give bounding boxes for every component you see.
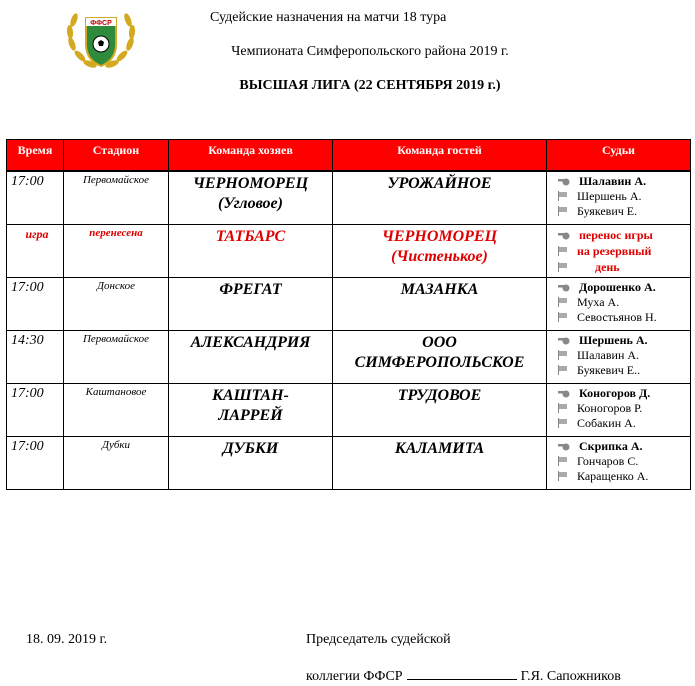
header-title: Судейские назначения на матчи 18 тура bbox=[210, 10, 447, 25]
home-team-name: КАШТАН- bbox=[212, 386, 289, 404]
home-team bbox=[169, 436, 333, 489]
whistle-icon bbox=[557, 441, 571, 451]
table-row bbox=[7, 171, 691, 225]
whistle-icon bbox=[557, 388, 571, 398]
home-team bbox=[169, 224, 333, 277]
table-row bbox=[7, 436, 691, 489]
flag-icon bbox=[557, 365, 569, 375]
flag-icon bbox=[557, 312, 569, 322]
match-stadium: Первомайское bbox=[64, 330, 169, 383]
whistle-icon bbox=[557, 230, 571, 240]
assistant-referee: Гончаров С. bbox=[577, 453, 639, 468]
home-team bbox=[169, 330, 333, 383]
match-time: 17:00 bbox=[7, 436, 64, 489]
postponed-note: перенос игры bbox=[579, 227, 653, 242]
whistle-icon bbox=[557, 282, 571, 292]
flag-icon bbox=[557, 471, 569, 481]
match-time: игра bbox=[7, 224, 64, 277]
col-time: Время bbox=[7, 140, 64, 171]
svg-text:ФФСР: ФФСР bbox=[90, 20, 112, 27]
match-time: 14:30 bbox=[7, 330, 64, 383]
flag-icon bbox=[557, 350, 569, 360]
away-team bbox=[333, 383, 547, 436]
flag-icon bbox=[557, 206, 569, 216]
signature-blank bbox=[407, 667, 517, 680]
whistle-icon bbox=[557, 176, 571, 186]
assistant-referee: Шершень А. bbox=[577, 188, 642, 203]
col-referees: Судьи bbox=[547, 140, 691, 171]
away-team-name: ЧЕРНОМОРЕЦ bbox=[381, 227, 498, 245]
home-team bbox=[169, 383, 333, 436]
main-referee: Шершень А. bbox=[579, 332, 648, 347]
assistant-referee: Буякевич Е. bbox=[577, 203, 638, 218]
assistant-referee: Муха А. bbox=[577, 294, 620, 309]
home-team-name: ЧЕРНОМОРЕЦ bbox=[192, 174, 309, 192]
ffsr-logo bbox=[62, 4, 140, 74]
home-team-name: АЛЕКСАНДРИЯ bbox=[190, 333, 311, 351]
flag-icon bbox=[557, 246, 569, 256]
match-stadium: перенесена bbox=[64, 224, 169, 277]
home-team bbox=[169, 171, 333, 225]
assistant-referee: Шалавин А. bbox=[577, 347, 640, 362]
referees bbox=[547, 277, 691, 330]
chair-signature-line bbox=[306, 667, 621, 685]
assistant-referee: Каращенко А. bbox=[577, 468, 649, 483]
match-time: 17:00 bbox=[7, 277, 64, 330]
header-subtitle: Чемпионата Симферопольского района 2019 г. bbox=[231, 44, 509, 59]
flag-icon bbox=[557, 297, 569, 307]
home-team-name: ФРЕГАТ bbox=[219, 280, 282, 298]
flag-icon bbox=[557, 262, 569, 272]
home-team bbox=[169, 277, 333, 330]
match-time: 17:00 bbox=[7, 383, 64, 436]
home-team-name: ТАТБАРС bbox=[215, 227, 286, 245]
main-referee: Шалавин А. bbox=[579, 173, 646, 188]
chair-title: Председатель судейской bbox=[306, 632, 451, 647]
away-team-name: УРОЖАЙНОЕ bbox=[387, 174, 492, 192]
away-team bbox=[333, 436, 547, 489]
referees bbox=[547, 171, 691, 225]
main-referee: Коногоров Д. bbox=[579, 385, 651, 400]
assistant-referee: Собакин А. bbox=[577, 415, 636, 430]
match-stadium: Донское bbox=[64, 277, 169, 330]
table-row bbox=[7, 330, 691, 383]
home-team-sub: (Угловое) bbox=[218, 194, 283, 212]
referees bbox=[547, 436, 691, 489]
away-team bbox=[333, 277, 547, 330]
referees bbox=[547, 224, 691, 277]
main-referee: Скрипка А. bbox=[579, 438, 643, 453]
table-row bbox=[7, 224, 691, 277]
table-row bbox=[7, 383, 691, 436]
away-team-name: ООО bbox=[422, 333, 457, 351]
table-header-row bbox=[7, 140, 691, 171]
chair-name: Г.Я. Сапожников bbox=[520, 669, 621, 684]
main-referee: Дорошенко А. bbox=[579, 279, 656, 294]
flag-icon bbox=[557, 456, 569, 466]
away-team-sub: СИМФЕРОПОЛЬСКОЕ bbox=[354, 353, 525, 371]
match-stadium: Первомайское bbox=[64, 171, 169, 225]
home-team-sub: ЛАРРЕЙ bbox=[218, 406, 283, 424]
col-home-team: Команда хозяев bbox=[169, 140, 333, 171]
flag-icon bbox=[557, 403, 569, 413]
col-stadium: Стадион bbox=[64, 140, 169, 171]
table-row bbox=[7, 277, 691, 330]
away-team bbox=[333, 171, 547, 225]
assistant-referee: Буякевич Е.. bbox=[577, 362, 641, 377]
board-label: коллегии ФФСР bbox=[306, 669, 403, 684]
flag-icon bbox=[557, 191, 569, 201]
away-team bbox=[333, 330, 547, 383]
postponed-note: на резервный bbox=[577, 243, 652, 258]
home-team-name: ДУБКИ bbox=[222, 439, 279, 457]
away-team bbox=[333, 224, 547, 277]
match-stadium: Каштановое bbox=[64, 383, 169, 436]
assistant-referee: Коногоров Р. bbox=[577, 400, 643, 415]
schedule-table bbox=[6, 139, 691, 490]
referees bbox=[547, 330, 691, 383]
match-time: 17:00 bbox=[7, 171, 64, 225]
referees bbox=[547, 383, 691, 436]
away-team-name: ТРУДОВОЕ bbox=[397, 386, 482, 404]
whistle-icon bbox=[557, 335, 571, 345]
document-date: 18. 09. 2019 г. bbox=[26, 632, 108, 647]
header-league: ВЫСШАЯ ЛИГА (22 СЕНТЯБРЯ 2019 г.) bbox=[239, 78, 501, 93]
away-team-sub: (Чистенькое) bbox=[391, 247, 488, 265]
assistant-referee: Севостьянов Н. bbox=[577, 309, 657, 324]
away-team-name: МАЗАНКА bbox=[400, 280, 479, 298]
flag-icon bbox=[557, 418, 569, 428]
away-team-name: КАЛАМИТА bbox=[394, 439, 485, 457]
col-away-team: Команда гостей bbox=[333, 140, 547, 171]
match-stadium: Дубки bbox=[64, 436, 169, 489]
postponed-note: день bbox=[595, 259, 620, 274]
